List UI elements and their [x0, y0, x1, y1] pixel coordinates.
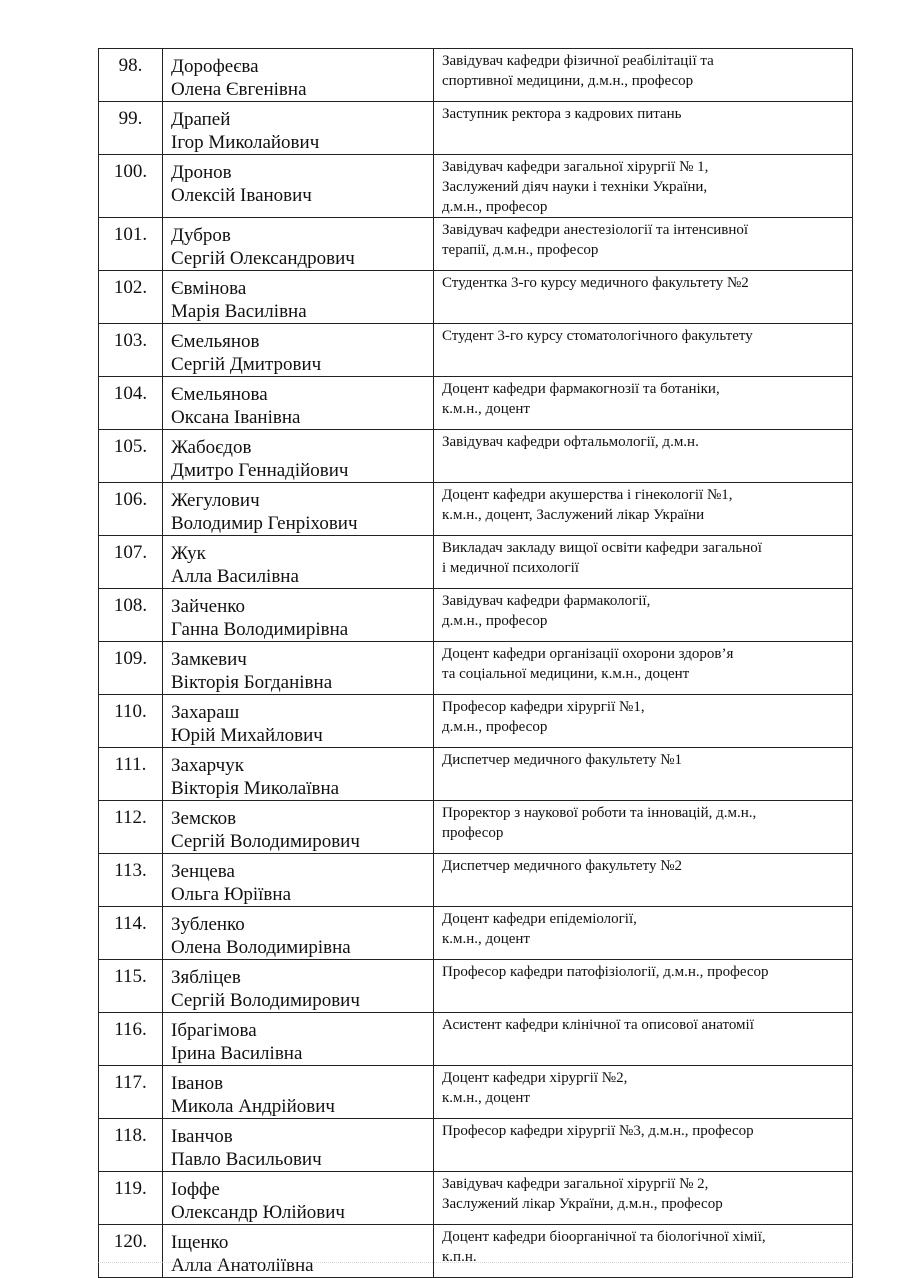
surname: Зябліцев — [171, 967, 241, 988]
position-line: Викладач закладу вищої освіти кафедри загальної — [442, 540, 762, 556]
position-cell — [434, 642, 853, 695]
position-cell — [434, 1172, 853, 1225]
person-name-cell — [163, 49, 434, 102]
given-name: Вікторія Миколаївна — [171, 778, 340, 799]
position-line: к.м.н., доцент, Заслужений лікар України — [442, 507, 705, 523]
person-name-cell — [163, 102, 434, 155]
staff-table-body — [99, 49, 853, 1278]
person-name-cell — [163, 960, 434, 1013]
given-name: Ольга Юріївна — [171, 884, 292, 905]
table-row — [99, 377, 853, 430]
given-name: Микола Андрійович — [171, 1096, 335, 1117]
position-line: професор — [442, 825, 504, 841]
person-name-cell — [163, 377, 434, 430]
table-row — [99, 642, 853, 695]
table-row — [99, 960, 853, 1013]
surname: Дорофеєва — [171, 56, 259, 77]
row-number: 107. — [99, 536, 163, 589]
person-name-cell — [163, 907, 434, 960]
position-cell — [434, 589, 853, 642]
position-cell — [434, 483, 853, 536]
person-name-cell — [163, 271, 434, 324]
position-line: Завідувач кафедри офтальмології, д.м.н. — [442, 434, 699, 450]
position-cell — [434, 1119, 853, 1172]
surname: Зайченко — [171, 596, 246, 617]
given-name: Володимир Генріхович — [171, 513, 358, 534]
given-name: Юрій Михайлович — [171, 725, 323, 746]
position-line: Доцент кафедри організації охорони здоров’я — [442, 646, 734, 662]
row-number: 109. — [99, 642, 163, 695]
table-row — [99, 271, 853, 324]
position-cell — [434, 748, 853, 801]
table-row — [99, 589, 853, 642]
row-number: 111. — [99, 748, 163, 801]
position-cell — [434, 695, 853, 748]
row-number: 112. — [99, 801, 163, 854]
page-bottom-edge — [98, 1262, 853, 1267]
given-name: Олена Євгенівна — [171, 79, 307, 100]
person-name-cell — [163, 854, 434, 907]
row-number: 117. — [99, 1066, 163, 1119]
row-number: 101. — [99, 218, 163, 271]
given-name: Олександр Юлійович — [171, 1202, 345, 1223]
position-line: Проректор з наукової роботи та інновацій, д.м.н., — [442, 805, 757, 821]
row-number: 118. — [99, 1119, 163, 1172]
table-row — [99, 324, 853, 377]
surname: Жабоєдов — [171, 437, 252, 458]
position-cell — [434, 536, 853, 589]
surname: Євмінова — [171, 278, 247, 299]
position-line: Завідувач кафедри фармакології, — [442, 593, 651, 609]
table-row — [99, 536, 853, 589]
person-name-cell — [163, 801, 434, 854]
table-row — [99, 695, 853, 748]
position-cell — [434, 218, 853, 271]
position-line: Студентка 3-го курсу медичного факультету №2 — [442, 275, 749, 291]
given-name: Алла Василівна — [171, 566, 299, 587]
surname: Дубров — [171, 225, 231, 246]
position-line: терапії, д.м.н., професор — [442, 242, 599, 258]
surname: Іоффе — [171, 1179, 220, 1200]
position-line: Завідувач кафедри фізичної реабілітації та — [442, 53, 714, 69]
surname: Іванов — [171, 1073, 224, 1094]
position-line: Заступник ректора з кадрових питань — [442, 106, 682, 122]
surname: Замкевич — [171, 649, 247, 670]
person-name-cell — [163, 483, 434, 536]
surname: Зубленко — [171, 914, 245, 935]
table-row — [99, 49, 853, 102]
row-number: 116. — [99, 1013, 163, 1066]
position-cell — [434, 102, 853, 155]
person-name-cell — [163, 1225, 434, 1278]
row-number: 104. — [99, 377, 163, 430]
position-cell — [434, 1225, 853, 1278]
position-cell — [434, 324, 853, 377]
table-row — [99, 907, 853, 960]
given-name: Сергій Олександрович — [171, 248, 355, 269]
person-name-cell — [163, 1013, 434, 1066]
position-line: та соціальної медицини, к.м.н., доцент — [442, 666, 690, 682]
given-name: Олексій Іванович — [171, 185, 312, 206]
position-cell — [434, 271, 853, 324]
given-name: Алла Анатоліївна — [171, 1255, 314, 1276]
position-line: д.м.н., професор — [442, 719, 548, 735]
position-line: к.м.н., доцент — [442, 401, 530, 417]
given-name: Сергій Володимирович — [171, 990, 360, 1011]
surname: Захараш — [171, 702, 240, 723]
position-line: Професор кафедри патофізіології, д.м.н., професор — [442, 964, 769, 980]
position-line: к.п.н. — [442, 1249, 477, 1265]
position-cell — [434, 155, 853, 218]
position-line: Завідувач кафедри анестезіології та інтенсивної — [442, 222, 749, 238]
given-name: Дмитро Геннадійович — [171, 460, 349, 481]
person-name-cell — [163, 430, 434, 483]
position-cell — [434, 430, 853, 483]
person-name-cell — [163, 748, 434, 801]
surname: Захарчук — [171, 755, 244, 776]
person-name-cell — [163, 1066, 434, 1119]
position-line: д.м.н., професор — [442, 199, 548, 215]
table-row — [99, 155, 853, 218]
position-line: к.м.н., доцент — [442, 931, 530, 947]
given-name: Павло Васильович — [171, 1149, 322, 1170]
position-cell — [434, 907, 853, 960]
position-line: Заслужений діяч науки і техніки України, — [442, 179, 708, 195]
table-row — [99, 430, 853, 483]
row-number: 103. — [99, 324, 163, 377]
surname: Зенцева — [171, 861, 235, 882]
given-name: Сергій Володимирович — [171, 831, 360, 852]
table-row — [99, 1225, 853, 1278]
table-row — [99, 1119, 853, 1172]
given-name: Вікторія Богданівна — [171, 672, 333, 693]
row-number: 102. — [99, 271, 163, 324]
position-line: Доцент кафедри акушерства і гінекології №1, — [442, 487, 733, 503]
row-number: 100. — [99, 155, 163, 218]
row-number: 106. — [99, 483, 163, 536]
table-row — [99, 1013, 853, 1066]
given-name: Марія Василівна — [171, 301, 307, 322]
given-name: Ганна Володимирівна — [171, 619, 349, 640]
row-number: 115. — [99, 960, 163, 1013]
position-line: Завідувач кафедри загальної хірургії № 1, — [442, 159, 709, 175]
position-line: Заслужений лікар України, д.м.н., професор — [442, 1196, 723, 1212]
position-cell — [434, 854, 853, 907]
surname: Жук — [171, 543, 206, 564]
given-name: Ігор Миколайович — [171, 132, 320, 153]
table-row — [99, 801, 853, 854]
person-name-cell — [163, 1172, 434, 1225]
row-number: 113. — [99, 854, 163, 907]
position-cell — [434, 801, 853, 854]
person-name-cell — [163, 1119, 434, 1172]
surname: Ібрагімова — [171, 1020, 257, 1041]
person-name-cell — [163, 155, 434, 218]
staff-table — [98, 48, 853, 1278]
row-number: 105. — [99, 430, 163, 483]
position-line: Диспетчер медичного факультету №2 — [442, 858, 682, 874]
table-row — [99, 1172, 853, 1225]
surname: Ємельянова — [171, 384, 268, 405]
surname: Земсков — [171, 808, 237, 829]
person-name-cell — [163, 695, 434, 748]
table-row — [99, 483, 853, 536]
position-line: д.м.н., професор — [442, 613, 548, 629]
position-line: і медичної психології — [442, 560, 579, 576]
surname: Драпей — [171, 109, 231, 130]
given-name: Оксана Іванівна — [171, 407, 301, 428]
row-number: 114. — [99, 907, 163, 960]
position-line: Доцент кафедри хірургії №2, — [442, 1070, 628, 1086]
position-line: спортивної медицини, д.м.н., професор — [442, 73, 694, 89]
table-row — [99, 102, 853, 155]
position-cell — [434, 49, 853, 102]
surname: Іщенко — [171, 1232, 229, 1253]
position-cell — [434, 960, 853, 1013]
row-number: 108. — [99, 589, 163, 642]
person-name-cell — [163, 589, 434, 642]
table-row — [99, 1066, 853, 1119]
person-name-cell — [163, 536, 434, 589]
position-line: Доцент кафедри епідеміології, — [442, 911, 637, 927]
surname: Ємельянов — [171, 331, 260, 352]
person-name-cell — [163, 324, 434, 377]
given-name: Олена Володимирівна — [171, 937, 351, 958]
position-cell — [434, 377, 853, 430]
given-name: Ірина Василівна — [171, 1043, 303, 1064]
person-name-cell — [163, 642, 434, 695]
table-row — [99, 218, 853, 271]
position-line: Диспетчер медичного факультету №1 — [442, 752, 682, 768]
surname: Жегулович — [171, 490, 260, 511]
position-cell — [434, 1013, 853, 1066]
row-number: 99. — [99, 102, 163, 155]
position-line: к.м.н., доцент — [442, 1090, 530, 1106]
table-row — [99, 748, 853, 801]
position-line: Доцент кафедри біоорганічної та біологічної хімії, — [442, 1229, 766, 1245]
person-name-cell — [163, 218, 434, 271]
position-line: Студент 3-го курсу стоматологічного факультету — [442, 328, 753, 344]
position-line: Асистент кафедри клінічної та описової анатомії — [442, 1017, 754, 1033]
given-name: Сергій Дмитрович — [171, 354, 322, 375]
table-row — [99, 854, 853, 907]
surname: Іванчов — [171, 1126, 233, 1147]
position-line: Професор кафедри хірургії №1, — [442, 699, 645, 715]
position-line: Доцент кафедри фармакогнозії та ботаніки, — [442, 381, 720, 397]
row-number: 119. — [99, 1172, 163, 1225]
row-number: 98. — [99, 49, 163, 102]
position-line: Завідувач кафедри загальної хірургії № 2, — [442, 1176, 709, 1192]
position-cell — [434, 1066, 853, 1119]
position-line: Професор кафедри хірургії №3, д.м.н., професор — [442, 1123, 754, 1139]
surname: Дронов — [171, 162, 232, 183]
row-number: 120. — [99, 1225, 163, 1278]
row-number: 110. — [99, 695, 163, 748]
